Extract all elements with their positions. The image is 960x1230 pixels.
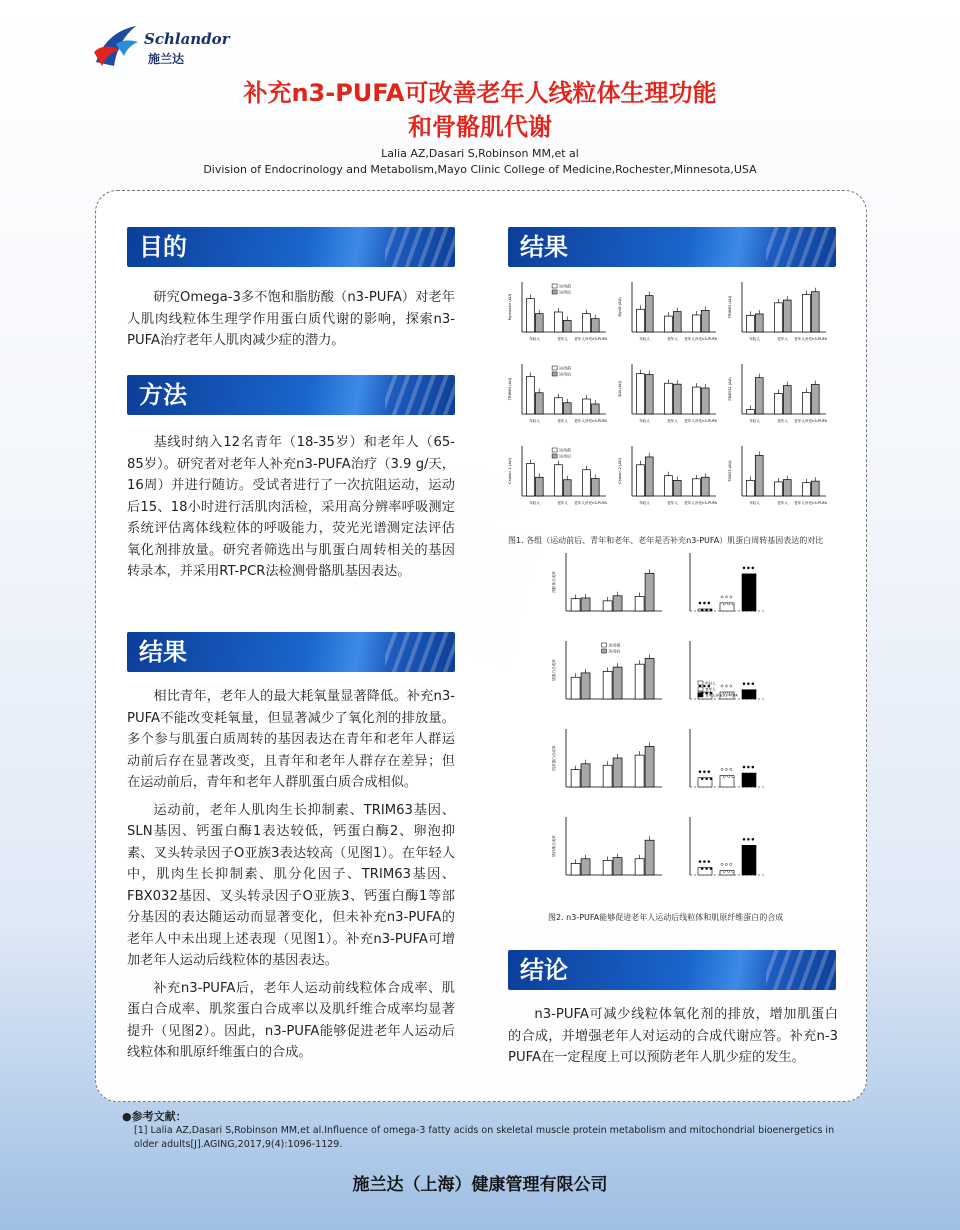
bar-chart: [618, 446, 718, 505]
y-axis-label: TRIM63 (AU): [508, 377, 512, 401]
data-point: [725, 863, 727, 865]
bar: [635, 664, 644, 699]
bar: [692, 315, 700, 332]
bar: [645, 375, 653, 414]
conclusion-paragraph: n3-PUFA可减少线粒体氧化剂的排放，增加肌蛋白的合成，并增强老年人对运动的合成代谢应答。补充n-3 PUFA在一定程度上可以预防老年人肌少症的发生。: [508, 1007, 838, 1065]
data-point: [745, 690, 747, 692]
data-point: [710, 778, 712, 780]
bar: [554, 465, 562, 496]
bar: [526, 464, 534, 497]
data-point: [703, 860, 705, 862]
data-point: [730, 768, 732, 770]
dot-plot: [690, 817, 764, 875]
data-point: [710, 609, 712, 611]
mean-bar: [742, 773, 756, 787]
bar: [571, 863, 580, 875]
bar: [582, 314, 590, 332]
group-label: 年轻人: [529, 501, 540, 505]
dot-plot: [690, 641, 764, 699]
methods-text: [127, 432, 455, 589]
group-label: 老年人: [667, 337, 678, 341]
data-point: [703, 771, 705, 773]
bar: [535, 314, 543, 332]
brand-name-en: Schlandor: [144, 30, 230, 48]
data-point: [747, 567, 749, 569]
bar: [755, 314, 763, 332]
bar: [603, 765, 612, 787]
figure-1-caption: 图1. 各组（运动前后、青年和老年、老年是否补充n3-PUFA）肌蛋白周转基因表达的对比: [508, 536, 824, 545]
data-point: [723, 775, 725, 777]
bar: [635, 597, 644, 612]
dot-plot: [690, 729, 764, 787]
section-heading-results: 结果: [127, 632, 455, 672]
y-axis-label: Calpain 2 (AU): [618, 458, 622, 484]
bar: [774, 482, 782, 496]
bar: [746, 409, 754, 414]
purpose-text: [127, 287, 455, 358]
bar: [746, 315, 754, 332]
data-point: [754, 574, 756, 576]
legend-label: 运动前: [559, 447, 572, 453]
bar: [701, 477, 709, 496]
legend-label: 老年人补充n3-PUFA: [705, 693, 738, 698]
mean-bar: [720, 775, 734, 787]
y-axis-label: Calpain 1 (AU): [508, 458, 512, 484]
data-point: [706, 867, 708, 869]
y-axis-label: MyoD (AU): [618, 297, 622, 317]
purpose-paragraph: 研究Omega-3多不饱和脂肪酸（n3-PUFA）对老年人肌肉线粒体生理学作用蛋白质代谢的影响，探索n3-PUFA治疗老年人肌肉减少症的潜力。: [127, 290, 455, 348]
data-point: [743, 838, 745, 840]
legend-label: 运动前: [559, 283, 572, 289]
bar: [571, 770, 580, 787]
group-label: 老年人补充n3-PUFA: [794, 419, 828, 423]
bar: [582, 470, 590, 496]
bar-chart: [552, 729, 662, 787]
data-point: [725, 768, 727, 770]
bar: [783, 480, 791, 496]
bar: [603, 861, 612, 876]
group-label: 老年人: [557, 337, 568, 341]
data-point: [701, 609, 703, 611]
bar: [554, 398, 562, 414]
y-axis-label: FOXO3 (AU): [728, 460, 732, 482]
brand-logo-icon: [92, 22, 142, 70]
data-point: [701, 778, 703, 780]
bar: [645, 573, 654, 611]
footer-company: 施兰达（上海）健康管理有限公司: [352, 1175, 608, 1195]
data-point: [728, 603, 730, 605]
bar: [571, 599, 580, 611]
bar: [535, 393, 543, 414]
data-point: [730, 863, 732, 865]
data-point: [699, 860, 701, 862]
data-point: [747, 766, 749, 768]
group-label: 年轻人: [529, 337, 540, 341]
bar: [811, 292, 819, 332]
section-heading-results-right: 结果: [508, 227, 836, 267]
group-label: 年轻人: [639, 419, 650, 423]
brand-name-cn: 施兰达: [148, 52, 185, 66]
bar-chart: [508, 282, 608, 341]
bar-chart: [552, 553, 662, 611]
figure-2-caption: 图2. n3-PUFA能够促进老年人运动后线粒体和肌原纤维蛋白的合成: [548, 913, 784, 922]
data-point: [754, 690, 756, 692]
data-point: [706, 778, 708, 780]
data-point: [723, 603, 725, 605]
data-point: [708, 602, 710, 604]
bar: [701, 310, 709, 332]
legend-label: 年轻人: [705, 681, 716, 686]
bar: [755, 378, 763, 414]
figure-1-bar-charts: [508, 282, 840, 532]
data-point: [747, 683, 749, 685]
bar: [582, 399, 590, 414]
bar: [591, 404, 599, 414]
data-point: [730, 596, 732, 598]
mean-bar: [742, 845, 756, 875]
data-point: [754, 845, 756, 847]
bar: [581, 764, 590, 787]
bar: [811, 384, 819, 414]
bar: [746, 480, 754, 496]
legend-swatch: [698, 681, 703, 685]
bar: [673, 312, 681, 332]
results-paragraph: 相比青年，老年人的最大耗氧量显著降低。补充n3-PUFA不能改变耗氧量，但显著减少了氧化剂的排放量。多个参与肌蛋白质周转的基因表达在青年和老年人群运动前后存在显著改变，且青年和老年人群存在差异；但在运动前后，青年和老年人群肌蛋白质合成相似。: [127, 689, 455, 790]
bar: [526, 299, 534, 332]
bar: [645, 658, 654, 699]
bar: [664, 316, 672, 332]
group-label: 年轻人: [639, 337, 650, 341]
data-point: [732, 870, 734, 872]
group-label: 老年人: [557, 501, 568, 505]
bar: [591, 479, 599, 497]
legend-label: 运动前: [608, 642, 621, 648]
bar: [774, 303, 782, 332]
legend-label: 老年人: [705, 687, 716, 692]
mean-bar: [742, 574, 756, 611]
group-label: 年轻人: [749, 419, 760, 423]
group-label: 年轻人: [639, 501, 650, 505]
bar: [591, 319, 599, 332]
group-label: 老年人补充n3-PUFA: [684, 501, 718, 505]
bar: [613, 758, 622, 787]
bar: [783, 386, 791, 414]
group-label: 老年人: [777, 501, 788, 505]
bar: [603, 601, 612, 611]
group-label: 老年人补充n3-PUFA: [794, 501, 828, 505]
bar: [571, 677, 580, 699]
data-point: [723, 870, 725, 872]
bar: [581, 598, 590, 611]
bar: [673, 384, 681, 414]
group-label: 老年人: [667, 501, 678, 505]
bar: [613, 858, 622, 875]
conclusion-text: [508, 1004, 838, 1075]
data-point: [721, 596, 723, 598]
y-axis-label: 线粒体合成率: [552, 571, 556, 593]
bar: [645, 457, 653, 496]
legend-swatch: [552, 372, 557, 376]
bar: [563, 480, 571, 496]
group-label: 老年人补充n3-PUFA: [684, 337, 718, 341]
data-point: [754, 773, 756, 775]
group-label: 老年人: [777, 337, 788, 341]
section-heading-purpose: 目的: [127, 227, 455, 267]
data-point: [732, 603, 734, 605]
bar: [645, 746, 654, 787]
dot-plot: [690, 553, 764, 611]
brand-logo: [92, 22, 252, 70]
data-point: [708, 771, 710, 773]
reference-item: [1] Lalia AZ,Dasari S,Robinson MM,et al.Influence of omega-3 fatty acids on skeletal muscle protein metabolism and mitochondrial bioenergetics in older adults[J].AGING,2017,9(4):1096-1129.: [134, 1125, 835, 1150]
bar: [802, 392, 810, 414]
data-point: [699, 771, 701, 773]
bar: [664, 476, 672, 496]
results-paragraph: 补充n3-PUFA后，老年人运动前线粒体合成率、肌蛋白合成率、肌浆蛋白合成率以及肌纤维合成率均显著提升（见图2）。因此，n3-PUFA能够促进老年人运动后线粒体和肌原纤维蛋白的合成。: [127, 980, 455, 1060]
bar: [603, 671, 612, 699]
bar: [692, 387, 700, 414]
legend-swatch: [602, 649, 607, 653]
data-point: [721, 768, 723, 770]
legend-swatch: [552, 284, 557, 288]
y-axis-label: 肌蛋白合成率: [552, 659, 556, 681]
bar-chart: [728, 282, 828, 341]
data-point: [725, 596, 727, 598]
group-label: 老年人: [667, 419, 678, 423]
bar: [526, 377, 534, 415]
data-point: [752, 567, 754, 569]
data-point: [745, 773, 747, 775]
figure-2-charts: [552, 553, 812, 908]
bar: [581, 673, 590, 699]
section-heading-conclusion: 结论: [508, 950, 836, 990]
y-axis-label: SLN (AU): [618, 380, 622, 398]
group-label: 老年人补充n3-PUFA: [684, 419, 718, 423]
bar: [645, 296, 653, 332]
group-label: 年轻人: [529, 419, 540, 423]
group-label: 老年人补充n3-PUFA: [574, 419, 608, 423]
data-point: [721, 863, 723, 865]
authors: Lalia AZ,Dasari S,Robinson MM,et al: [381, 147, 579, 160]
bar-chart: [508, 446, 608, 505]
bar: [635, 755, 644, 787]
group-label: 老年人: [777, 419, 788, 423]
bar: [802, 483, 810, 496]
data-point: [743, 567, 745, 569]
bar: [645, 840, 654, 875]
y-axis-label: FBXO32 (AU): [728, 377, 732, 401]
data-point: [725, 685, 727, 687]
legend-label: 运动后: [559, 289, 572, 295]
y-axis-label: 肌纤维合成率: [552, 835, 556, 857]
data-point: [747, 838, 749, 840]
bar: [636, 374, 644, 414]
bar: [802, 295, 810, 333]
data-point: [750, 773, 752, 775]
bar-chart: [552, 641, 662, 699]
bar: [636, 309, 644, 332]
methods-paragraph: 基线时纳入12名青年（18-35岁）和老年人（65-85岁）。研究者对老年人补充n3-PUFA治疗（3.9 g/天，16周）并进行随访。受试者进行了一次抗阻运动，运动后15、18小时进行活肌肉活检，采用高分辨率呼吸测定系统评估离体线粒体的呼吸能力，荧光光谱测定法评估氧化剂排放量。研究者筛选出与肌蛋白周转相关的基因转录本，并采用RT-PCR法检测骨骼肌基因表达。: [127, 435, 455, 579]
data-point: [728, 775, 730, 777]
data-point: [728, 870, 730, 872]
data-point: [743, 766, 745, 768]
y-axis-label: Myostatin (AU): [508, 293, 512, 321]
legend-label: 运动后: [608, 648, 621, 654]
legend-swatch: [552, 290, 557, 294]
affiliation: Division of Endocrinology and Metabolism,Mayo Clinic College of Medicine,Rochester,Minnesota,USA: [203, 163, 757, 176]
results-text: [127, 686, 455, 1070]
legend-swatch: [552, 448, 557, 452]
data-point: [710, 867, 712, 869]
data-point: [750, 690, 752, 692]
group-label: 年轻人: [749, 501, 760, 505]
data-point: [699, 602, 701, 604]
legend-swatch: [698, 693, 703, 697]
bar: [563, 403, 571, 414]
section-heading-methods: 方法: [127, 375, 455, 415]
bar: [692, 479, 700, 496]
bar: [636, 465, 644, 496]
references-heading: ●参考文献：: [122, 1110, 187, 1123]
bar: [783, 300, 791, 332]
legend-label: 运动前: [559, 365, 572, 371]
y-axis-label: 肌浆蛋白合成率: [552, 745, 556, 771]
legend-swatch: [698, 687, 703, 691]
bar: [613, 667, 622, 699]
legend-label: 运动后: [559, 453, 572, 459]
group-label: 老年人: [557, 419, 568, 423]
bar: [811, 481, 819, 496]
data-point: [708, 860, 710, 862]
legend-label: 运动后: [559, 371, 572, 377]
data-point: [745, 574, 747, 576]
legend-swatch: [552, 366, 557, 370]
data-point: [706, 609, 708, 611]
legend-swatch: [552, 454, 557, 458]
data-point: [750, 845, 752, 847]
data-point: [745, 845, 747, 847]
poster-title-line1: 补充n3-PUFA可改善老年人线粒体生理功能: [243, 79, 717, 107]
bar: [755, 455, 763, 496]
bar: [535, 477, 543, 496]
group-label: 老年人补充n3-PUFA: [574, 501, 608, 505]
bar: [563, 320, 571, 332]
data-point: [730, 685, 732, 687]
bar-chart: [508, 364, 608, 423]
data-point: [732, 775, 734, 777]
bar: [635, 859, 644, 875]
y-axis-label: TRIM63 (AU): [728, 295, 732, 319]
bar-chart: [618, 282, 718, 341]
data-point: [703, 602, 705, 604]
data-point: [743, 683, 745, 685]
data-point: [752, 683, 754, 685]
results-paragraph: 运动前，老年人肌肉生长抑制素、TRIM63基因、SLN基因、钙蛋白酶1表达较低，钙蛋白酶2、卵泡抑素、叉头转录因子O亚族3表达较高（见图1）。在年轻人中，肌肉生长抑制素、肌分化因子、TRIM63基因、FBX032基因、叉头转录因子O亚族3、钙蛋白酶1等部分基因的表达随运动而显著变化，但未补充n3-PUFA的老年人中未出现上述表现（见图1）。补充n3-PUFA可增加老年人运动后线粒体的基因表达。: [127, 802, 455, 968]
bar: [613, 596, 622, 611]
poster-title-line2: 和骨骼肌代谢: [408, 113, 552, 141]
legend-swatch: [602, 643, 607, 647]
data-point: [752, 766, 754, 768]
group-label: 老年人补充n3-PUFA: [794, 337, 828, 341]
bar: [554, 312, 562, 332]
data-point: [701, 867, 703, 869]
bar: [581, 859, 590, 875]
group-label: 年轻人: [749, 337, 760, 341]
data-point: [721, 685, 723, 687]
bar: [673, 480, 681, 496]
bar-chart: [618, 364, 718, 423]
bar: [774, 394, 782, 414]
bar: [664, 383, 672, 414]
bar-chart: [728, 364, 828, 423]
data-point: [750, 574, 752, 576]
bar: [701, 388, 709, 414]
bar-chart: [728, 446, 828, 505]
group-label: 老年人补充n3-PUFA: [574, 337, 608, 341]
data-point: [752, 838, 754, 840]
bar-chart: [552, 817, 662, 875]
